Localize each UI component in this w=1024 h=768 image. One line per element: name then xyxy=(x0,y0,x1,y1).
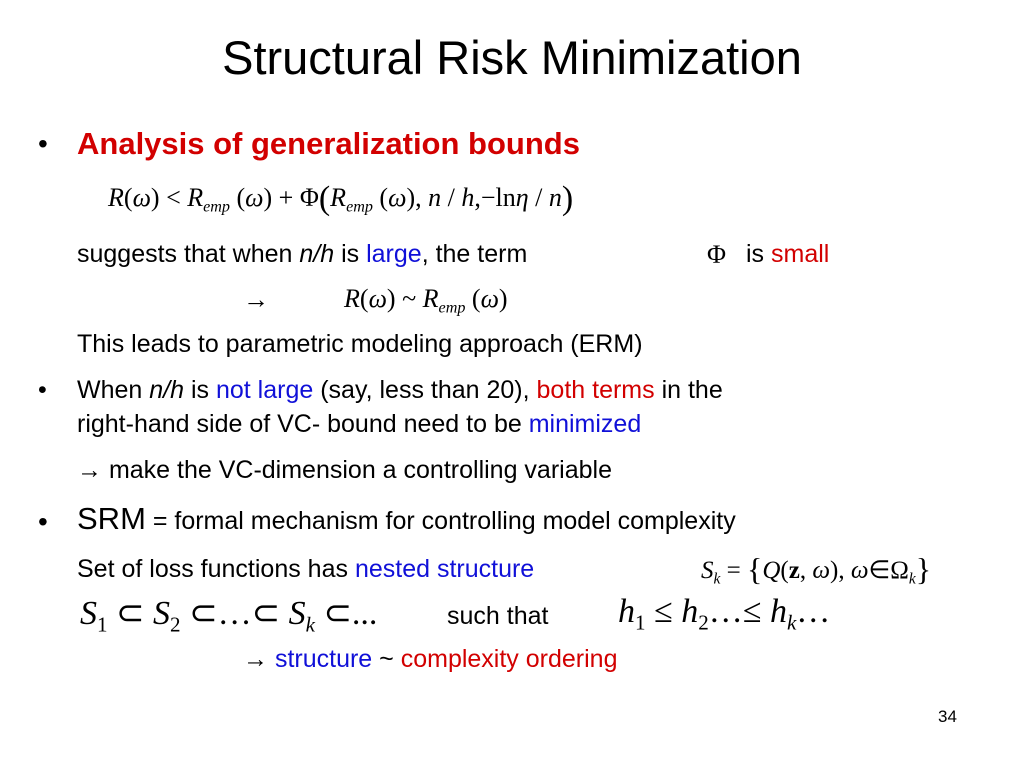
tilde-text: ~ xyxy=(372,645,401,673)
set-prefix-text: Set of loss functions has xyxy=(77,555,355,583)
bullet-dot-3: • xyxy=(38,506,48,537)
suggests-prefix: suggests that when xyxy=(77,240,300,268)
implies-arrow: → xyxy=(243,284,269,314)
such-that-text: such that xyxy=(447,602,549,630)
erm-line: This leads to parametric modeling approach (ERM) xyxy=(77,330,643,358)
srm-definition: = formal mechanism for controlling model complexity xyxy=(145,507,736,535)
suggests-line xyxy=(77,240,527,269)
vc-dimension-ordering-equation: $h_1$ ≤ $h_2\dots\le$ $h_k\dots$ xyxy=(618,593,831,635)
phi-symbol: Φ xyxy=(707,240,727,269)
bullet-dot-2: • xyxy=(38,376,47,404)
bullet3-line1 xyxy=(77,501,736,537)
nh-ratio-2: n/h xyxy=(149,376,185,404)
rhs-text: right-hand side of VC- bound need to be xyxy=(77,410,529,438)
nested-structure-phrase: nested structure xyxy=(354,555,535,583)
structure-word: structure xyxy=(274,645,373,673)
srm-acronym: SRM xyxy=(77,501,146,536)
bullet2-line1 xyxy=(77,376,723,405)
both-terms-phrase: both terms xyxy=(536,376,655,404)
vc-dimension-line: → make the VC-dimension a controlling variable xyxy=(77,456,612,484)
generalization-bound-equation: $R(\omega) < R_{emp}$ $(\omega) + \Phi(R_{emp}$ (ω), n / h,−lnη / n) xyxy=(108,180,574,217)
small-word: small xyxy=(771,240,830,268)
complexity-ordering-phrase: complexity ordering xyxy=(400,645,618,673)
bullet-dot-1: • xyxy=(38,128,48,159)
is-small-text xyxy=(746,240,829,269)
say-text: (say, less than 20), xyxy=(313,376,537,404)
is-text-2: is xyxy=(746,240,771,268)
bullet2-line2 xyxy=(77,410,641,439)
nh-ratio: n/h xyxy=(299,240,335,268)
structure-ordering-line xyxy=(243,645,617,674)
sk-definition-equation: $S_k = \{Q(z$, ω), $\omega\in\Omega_k$} xyxy=(701,551,932,588)
nested-structure-line xyxy=(77,555,534,584)
risk-approx-equation: R(ω) ~ $R_{emp}$ (ω) xyxy=(344,284,508,317)
page-number: 34 xyxy=(938,707,957,726)
large-word: large xyxy=(366,240,422,268)
when-text: When xyxy=(77,376,150,404)
in-the-text: in the xyxy=(654,376,723,404)
slide-title: Structural Risk Minimization xyxy=(222,31,802,84)
bullet1-heading: Analysis of generalization bounds xyxy=(77,126,580,161)
is-text-3: is xyxy=(184,376,216,404)
nested-sets-equation: $S_1$ ⊂ $S_2$ ⊂…⊂ $S_k$ ⊂... xyxy=(80,595,378,637)
the-term-text: , the term xyxy=(421,240,528,268)
minimized-word: minimized xyxy=(528,410,642,438)
final-arrow: → xyxy=(243,645,275,673)
not-large-phrase: not large xyxy=(215,376,314,404)
is-text: is xyxy=(334,240,367,268)
